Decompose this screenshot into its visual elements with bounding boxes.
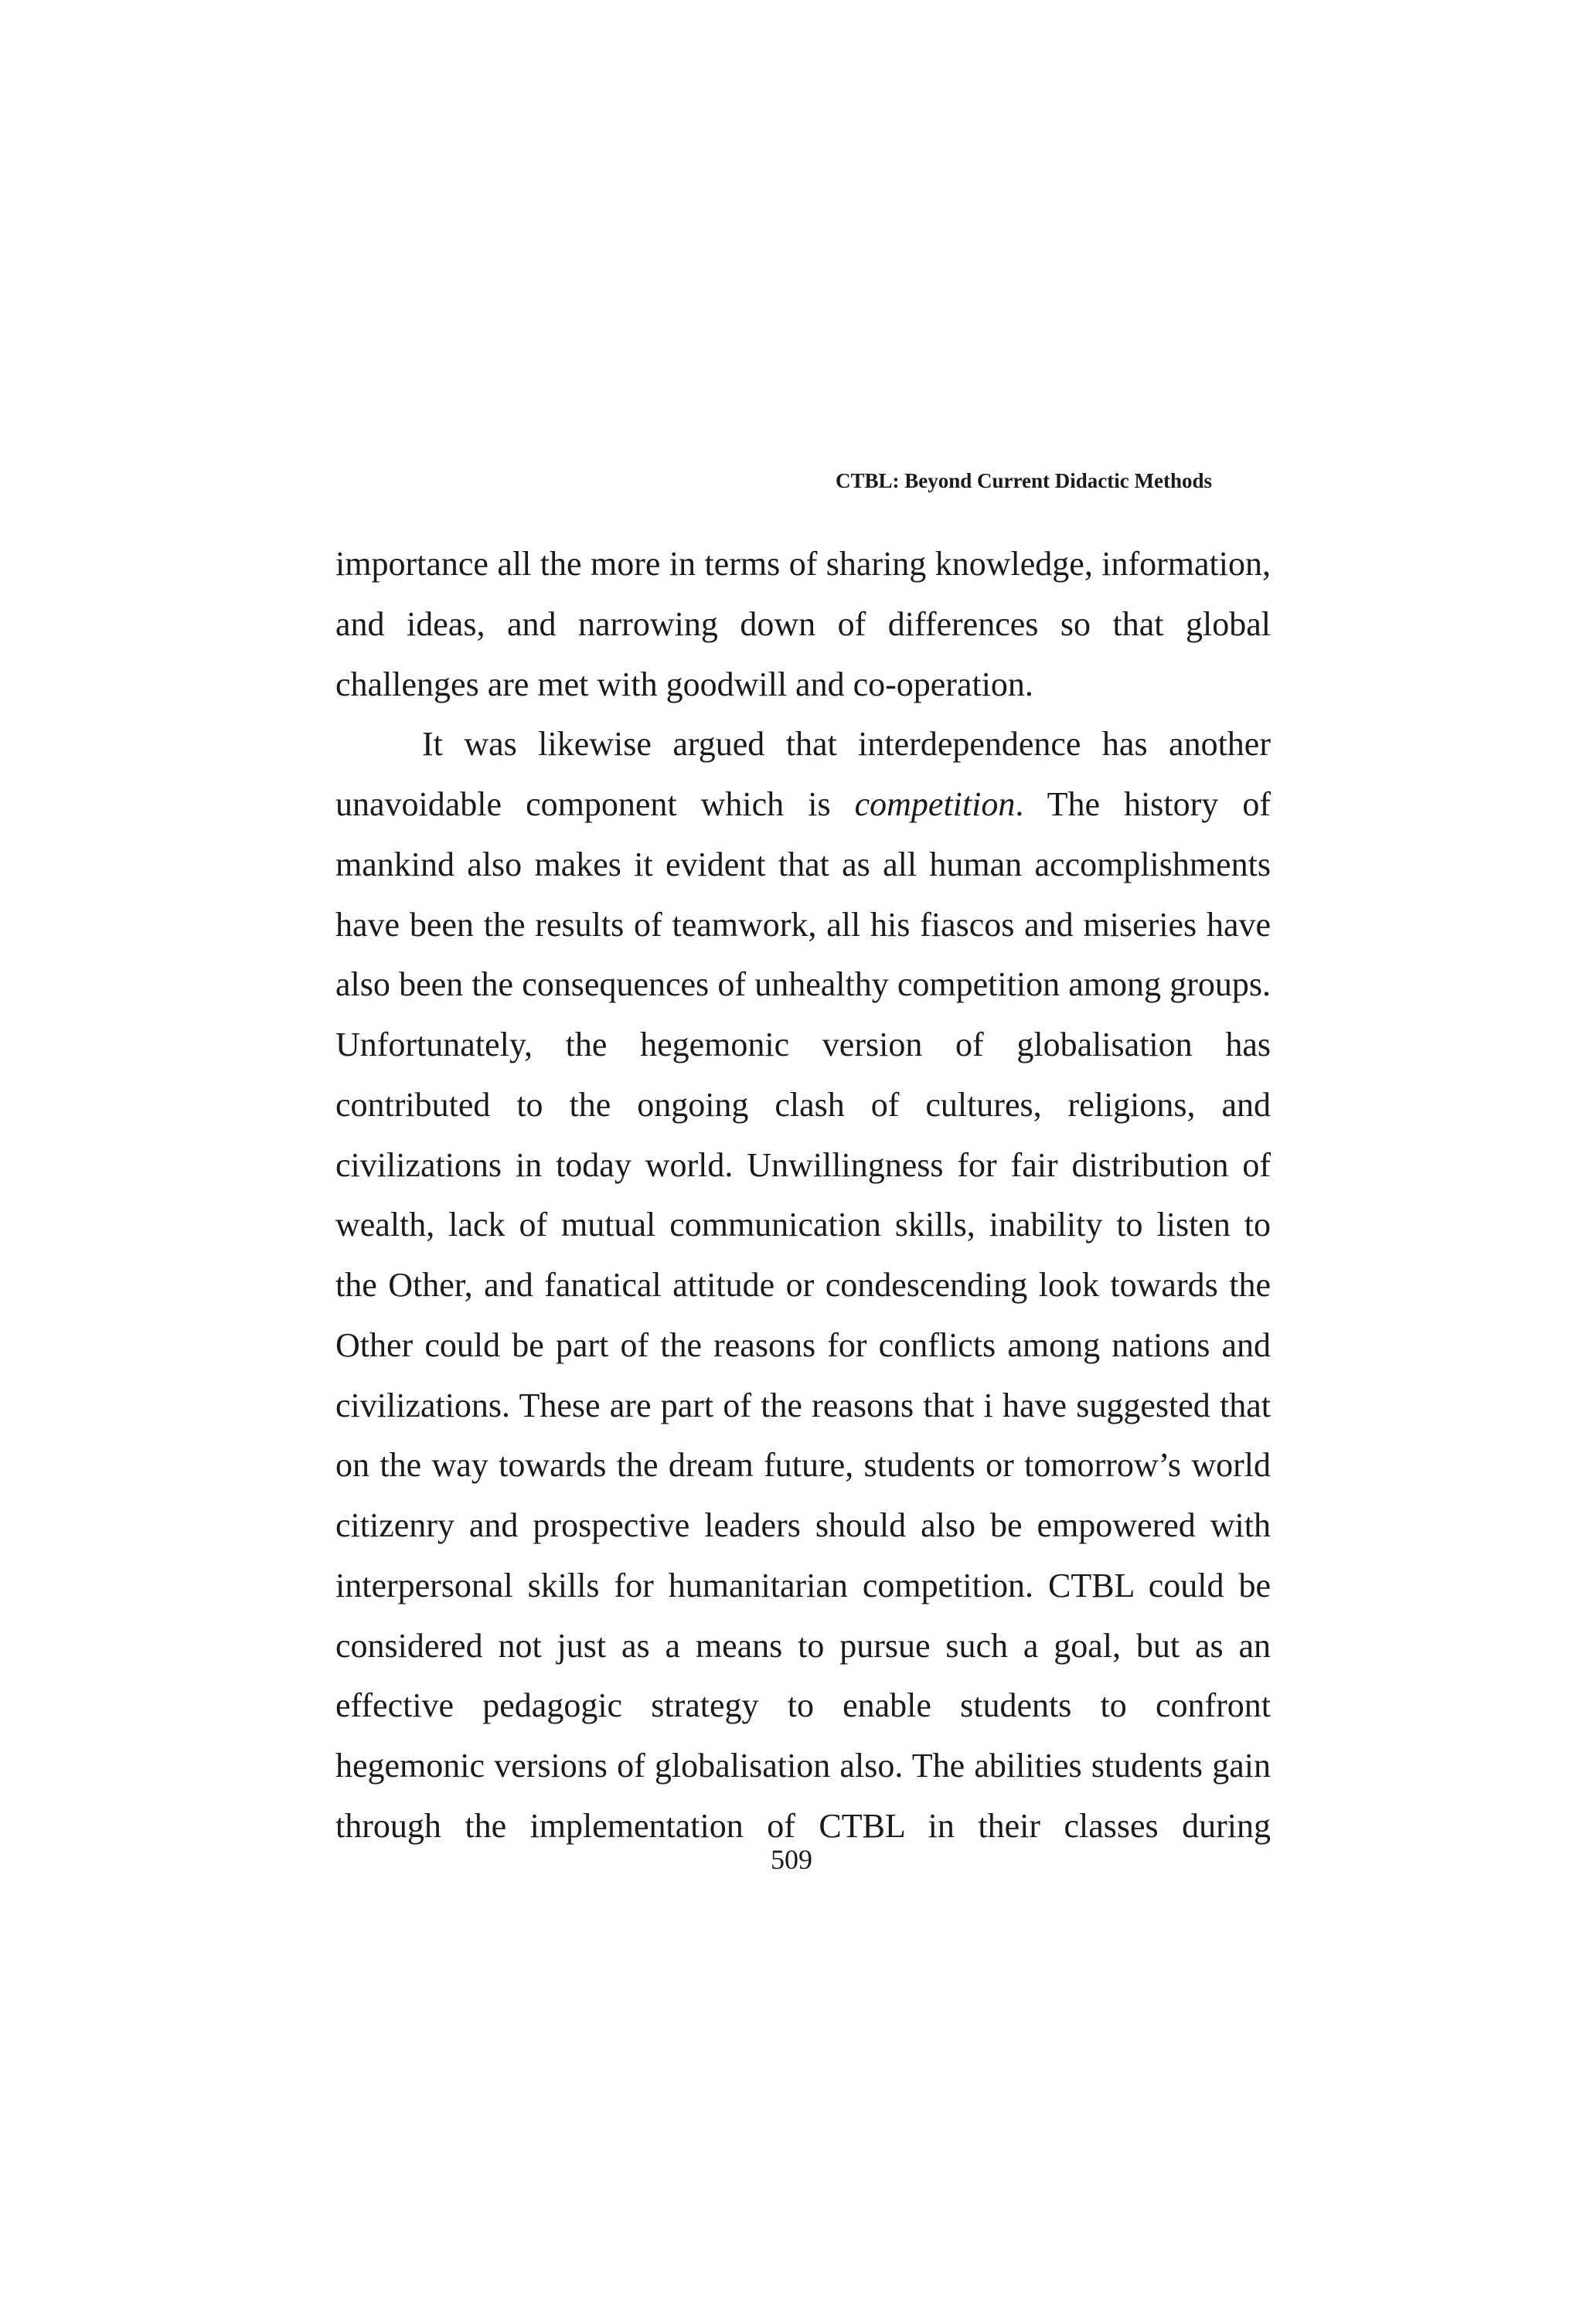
- paragraph-2: [335, 714, 1271, 1856]
- paragraph-2-text-end: . The history of mankind also makes it evident that as all human accomplishments have been the results of teamwork, all his fiascos and miseries have also been the consequences of unhealthy competition among groups. Unfortunately, the hegemonic version of globalisation has contributed to the ongoing clash of cultures, religions, and civilizations in today world. Unwillingness for fair distribution of wealth, lack of mutual communication skills, inability to listen to the Other, and fanatical attitude or condescending look towards the Other could be part of the reasons for conflicts among nations and civilizations. These are part of the reasons that i have suggested that on the way towards the dream future, students or tomorrow’s world citizenry and prospective leaders should also be empowered with interpersonal skills for humanitarian competition. CTBL could be considered not just as a means to pursue such a goal, but as an effective pedagogic strategy to enable students to confront hegemonic versions of globalisation also. The abilities students gain through the implementation of CTBL in their classes during: [335, 785, 1271, 1845]
- paragraph-2-text-start: It was likewise argued that interdependence has another unavoidable component which is: [335, 725, 1271, 823]
- body-text: [335, 534, 1271, 1856]
- emphasis-competition: competition: [854, 785, 1016, 823]
- running-header: CTBL: Beyond Current Didactic Methods: [835, 469, 1212, 492]
- page-number: 509: [771, 1844, 812, 1875]
- paragraph-1: importance all the more in terms of sharing knowledge, information, and ideas, and narrowing down of differences so that global challenges are met with goodwill and co-operation.: [335, 545, 1271, 703]
